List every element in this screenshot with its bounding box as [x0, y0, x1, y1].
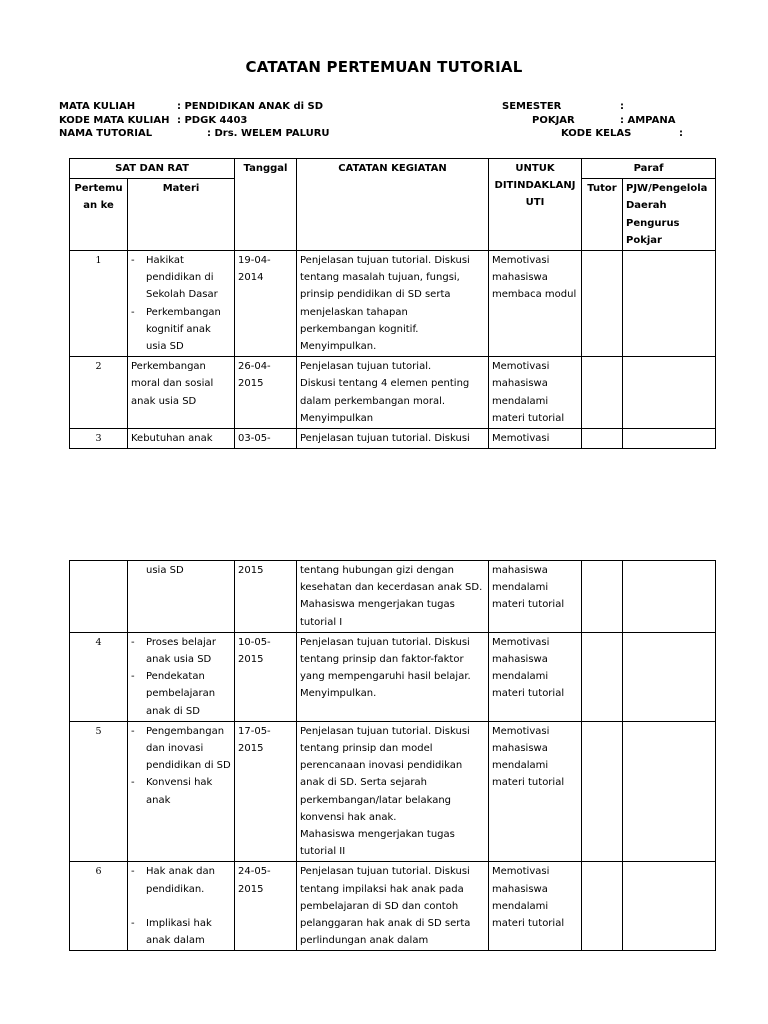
table-row [70, 632, 716, 721]
tanggal-cell: 17-05- 2015 [235, 721, 297, 862]
header-tutor: Tutor [582, 179, 623, 251]
catatan-cell: Penjelasan tujuan tutorial. Diskusi tentang masalah tujuan, fungsi, prinsip pendidikan di SD serta menjelaskan tahapan perkembangan kognitif. Menyimpulkan. [297, 251, 489, 357]
pjw-cell [623, 357, 716, 429]
tindak-cell: Memotivasi mahasiswa mendalami materi tutorial [489, 632, 582, 721]
tanggal-cell: 10-05- 2015 [235, 632, 297, 721]
materi-cell: Perkembangan moral dan sosial anak usia SD [128, 357, 235, 429]
tindak-cell: Memotivasi mahasiswa mendalami materi tutorial [489, 357, 582, 429]
kode-mk-value: : PDGK 4403 [177, 115, 248, 126]
header-pertemuan: Pertemu an ke [70, 179, 128, 251]
pjw-cell [623, 251, 716, 357]
kode-kelas-label: KODE KELAS [561, 128, 632, 139]
materi-item: - Perkembangan kognitif anak usia SD [131, 304, 231, 356]
materi-cell: usia SD [128, 561, 235, 633]
tutorial-table-part2 [69, 560, 716, 951]
materi-cell [128, 251, 235, 357]
tutorial-table-part1 [69, 158, 716, 449]
table-row [70, 721, 716, 862]
document-title: CATATAN PERTEMUAN TUTORIAL [245, 58, 523, 76]
materi-cell: Kebutuhan anak [128, 429, 235, 449]
materi-item: - Proses belajar anak usia SD [131, 634, 231, 668]
semester-label: SEMESTER [502, 101, 562, 112]
nama-tutorial-value: : Drs. WELEM PALURU [207, 128, 330, 139]
materi-item: - Hak anak dan pendidikan. [131, 863, 231, 897]
pjw-cell [623, 429, 716, 449]
table-row [70, 251, 716, 357]
row-number: 2 [70, 357, 128, 429]
materi-item: - Hakikat pendidikan di Sekolah Dasar [131, 252, 231, 304]
catatan-cell: Penjelasan tujuan tutorial. Diskusi tentang prinsip dan model perencanaan inovasi pendidikan anak di SD. Serta sejarah perkembangan/latar belakang konvensi hak anak. Mahasiswa mengerjakan tugas tutorial II [297, 721, 489, 862]
pokjar-value: : AMPANA [620, 115, 676, 126]
tanggal-cell: 2015 [235, 561, 297, 633]
tindak-cell: Memotivasi mahasiswa mendalami materi tutorial [489, 721, 582, 862]
tanggal-cell: 24-05- 2015 [235, 862, 297, 951]
pjw-cell [623, 721, 716, 862]
tindak-cell: mahasiswa mendalami materi tutorial [489, 561, 582, 633]
materi-cell [128, 862, 235, 951]
mata-kuliah-value: : PENDIDIKAN ANAK di SD [177, 101, 324, 112]
tutor-cell [582, 721, 623, 862]
tutor-cell [582, 561, 623, 633]
catatan-cell: Penjelasan tujuan tutorial. Diskusi [297, 429, 489, 449]
header-catatan: CATATAN KEGIATAN [297, 159, 489, 251]
tindak-cell: Memotivasi [489, 429, 582, 449]
header-sat-rat: SAT DAN RAT [70, 159, 235, 179]
catatan-cell: Penjelasan tujuan tutorial. Diskusi tentang impilaksi hak anak pada pembelajaran di SD dan contoh pelanggaran hak anak di SD serta perlindungan anak dalam [297, 862, 489, 951]
table-row [70, 862, 716, 951]
nama-tutorial-label: NAMA TUTORIAL [59, 128, 153, 139]
tutor-cell [582, 251, 623, 357]
row-number: 3 [70, 429, 128, 449]
header-tanggal: Tanggal [235, 159, 297, 251]
mata-kuliah-label: MATA KULIAH [59, 101, 136, 112]
header-untuk: UNTUK DITINDAKLANJ UTI [489, 159, 582, 251]
row-number: 6 [70, 862, 128, 951]
row-number [70, 561, 128, 633]
kode-mk-label: KODE MATA KULIAH [59, 115, 170, 126]
materi-cell [128, 721, 235, 862]
header-paraf: Paraf [582, 159, 716, 179]
materi-item: - Pengembangan dan inovasi pendidikan di SD [131, 723, 231, 775]
row-number: 1 [70, 251, 128, 357]
tindak-cell: Memotivasi mahasiswa mendalami materi tutorial [489, 862, 582, 951]
materi-item: - Pendekatan pembelajaran anak di SD [131, 668, 231, 720]
header-materi: Materi [128, 179, 235, 251]
tutor-cell [582, 429, 623, 449]
tutor-cell [582, 357, 623, 429]
table-row [70, 357, 716, 429]
catatan-cell: tentang hubungan gizi dengan kesehatan dan kecerdasan anak SD. Mahasiswa mengerjakan tugas tutorial I [297, 561, 489, 633]
tanggal-cell: 03-05- [235, 429, 297, 449]
row-number: 4 [70, 632, 128, 721]
catatan-cell: Penjelasan tujuan tutorial. Diskusi tentang prinsip dan faktor-faktor yang mempengaruhi hasil belajar. Menyimpulkan. [297, 632, 489, 721]
row-number: 5 [70, 721, 128, 862]
pjw-cell [623, 561, 716, 633]
tutor-cell [582, 632, 623, 721]
catatan-cell: Penjelasan tujuan tutorial. Diskusi tentang 4 elemen penting dalam perkembangan moral. Menyimpulkan [297, 357, 489, 429]
pjw-cell [623, 632, 716, 721]
table-row [70, 429, 716, 449]
tindak-cell: Memotivasi mahasiswa membaca modul [489, 251, 582, 357]
materi-item: - Implikasi hak anak dalam [131, 915, 231, 949]
tanggal-cell: 19-04- 2014 [235, 251, 297, 357]
header-pjw: PJW/Pengelola Daerah Pengurus Pokjar [623, 179, 716, 251]
materi-cell [128, 632, 235, 721]
tanggal-cell: 26-04- 2015 [235, 357, 297, 429]
pokjar-label: POKJAR [532, 115, 575, 126]
kode-kelas-value: : [679, 128, 683, 139]
materi-item: - Konvensi hak anak [131, 774, 231, 808]
table-row [70, 561, 716, 633]
semester-value: : [620, 101, 624, 112]
pjw-cell [623, 862, 716, 951]
tutor-cell [582, 862, 623, 951]
